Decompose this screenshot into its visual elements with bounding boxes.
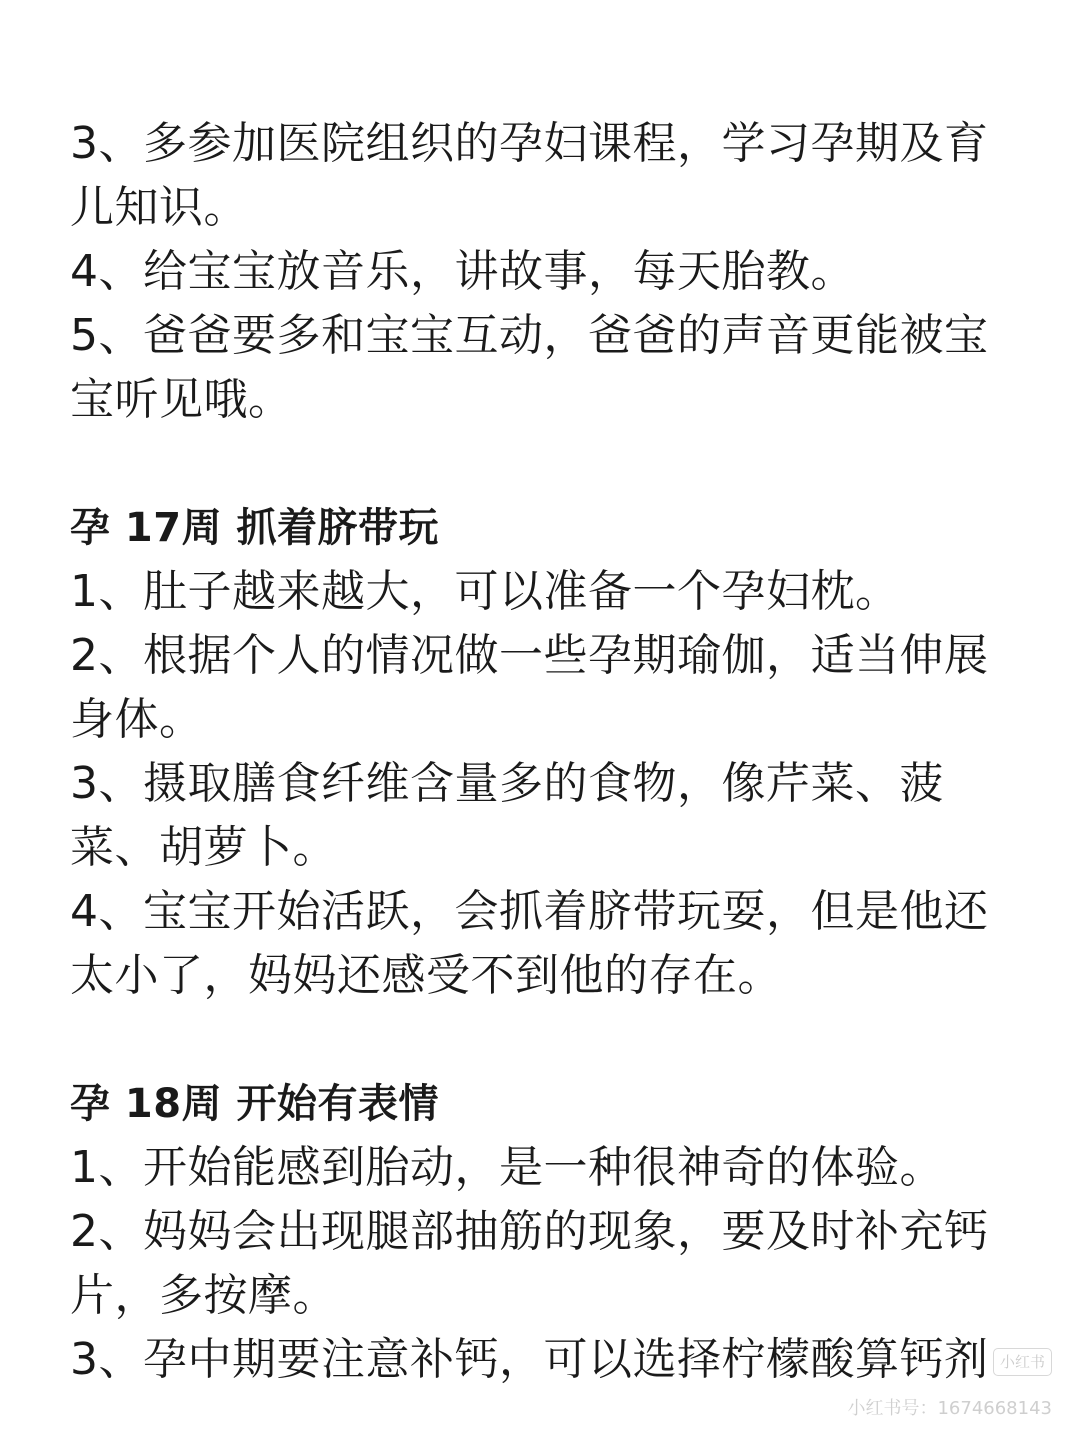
list-item: 3、多参加医院组织的孕妇课程，学习孕期及育儿知识。: [70, 118, 989, 233]
list-item: 1、肚子越来越大，可以准备一个孕妇枕。: [70, 566, 900, 617]
week17-section: [70, 496, 1010, 1008]
list-item: 4、宝宝开始活跃，会抓着脐带玩耍，但是他还太小了，妈妈还感受不到他的存在。: [70, 886, 989, 1001]
watermark: [847, 1348, 1052, 1422]
article-content: [70, 112, 1010, 1392]
week18-heading: 孕 18周 开始有表情: [70, 1081, 440, 1127]
list-item: 3、孕中期要注意补钙，可以选择柠檬酸算钙剂: [70, 1334, 989, 1385]
list-item: 5、爸爸要多和宝宝互动，爸爸的声音更能被宝宝听见哦。: [70, 310, 989, 425]
list-item: 3、摄取膳食纤维含量多的食物，像芹菜、菠菜、胡萝卜。: [70, 758, 944, 873]
list-item: 4、给宝宝放音乐，讲故事，每天胎教。: [70, 246, 855, 297]
watermark-id: 小红书号：1674668143: [847, 1398, 1052, 1419]
week17-heading: 孕 17周 抓着脐带玩: [70, 505, 440, 551]
week18-section: [70, 1072, 1010, 1392]
list-item: 2、妈妈会出现腿部抽筋的现象，要及时补充钙片，多按摩。: [70, 1206, 989, 1321]
section-spacer: [70, 1008, 1010, 1072]
top-section: [70, 112, 1010, 432]
list-item: 1、开始能感到胎动，是一种很神奇的体验。: [70, 1142, 944, 1193]
list-item: 2、根据个人的情况做一些孕期瑜伽，适当伸展身体。: [70, 630, 989, 745]
watermark-logo: 小红书: [993, 1348, 1052, 1376]
section-spacer: [70, 432, 1010, 496]
